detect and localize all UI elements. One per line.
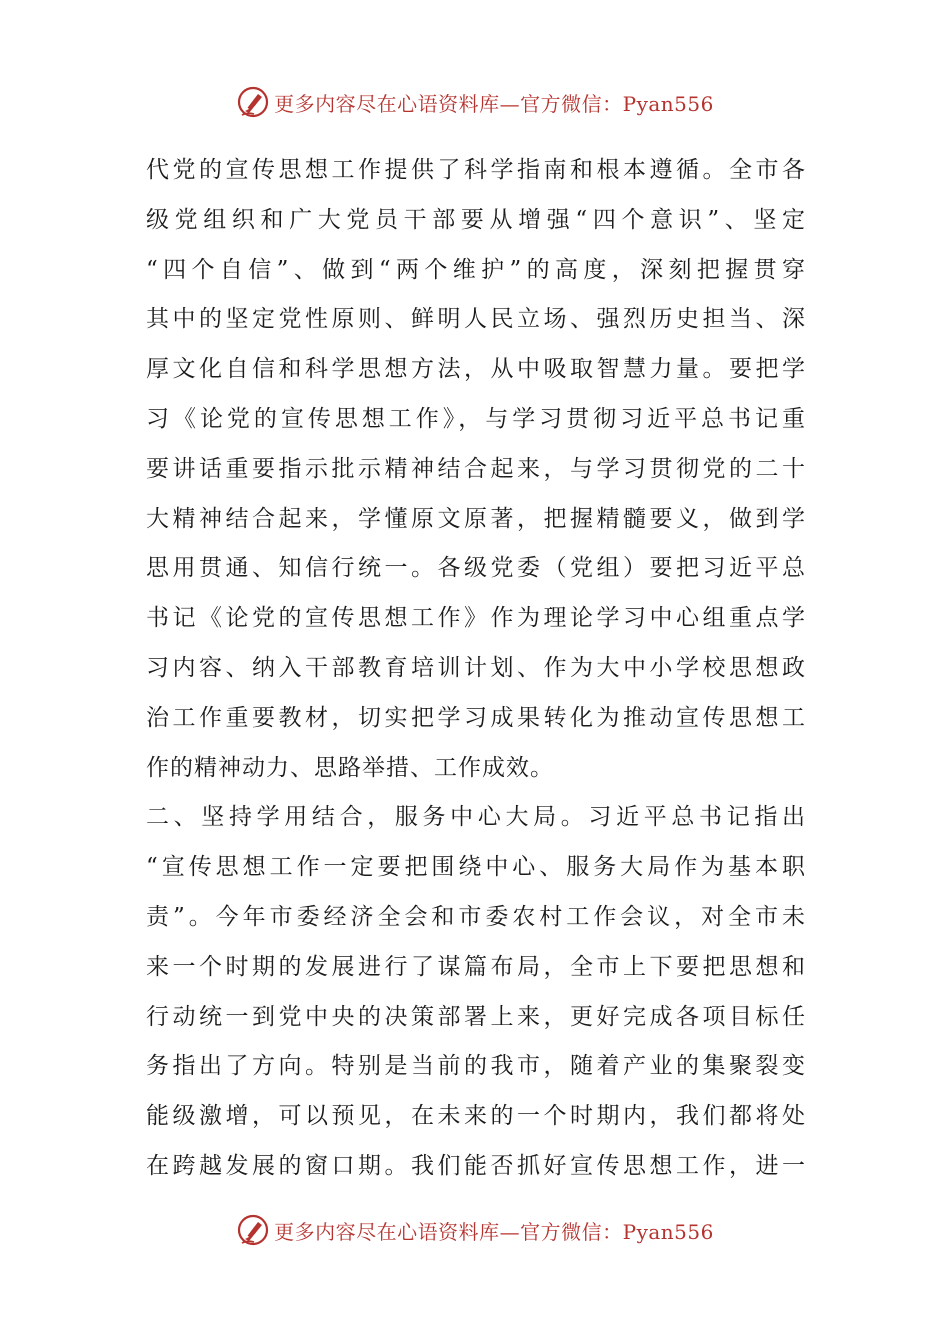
header-watermark (0, 80, 950, 124)
body-line: 书记《论党的宣传思想工作》作为理论学习中心组重点学 (146, 605, 806, 632)
body-line: 其中的坚定党性原则、鲜明人民立场、强烈历史担当、深 (146, 306, 806, 333)
body-line: 务指出了方向。特别是当前的我市，随着产业的集聚裂变 (146, 1053, 806, 1080)
pen-logo-icon (236, 85, 270, 119)
body-line: 二、坚持学用结合，服务中心大局。习近平总书记指出 (146, 804, 806, 831)
body-line: 习内容、纳入干部教育培训计划、作为大中小学校思想政 (146, 654, 806, 681)
body-line: 作的精神动力、思路举措、工作成效。 (146, 754, 554, 781)
pen-logo-icon (236, 1213, 270, 1247)
body-line: 厚文化自信和科学思想方法，从中吸取智慧力量。要把学 (146, 356, 806, 383)
body-line: “四个自信”、做到“两个维护”的高度，深刻把握贯穿 (146, 256, 806, 283)
body-line: 能级激增，可以预见，在未来的一个时期内，我们都将处 (146, 1103, 806, 1130)
body-line: 大精神结合起来，学懂原文原著，把握精髓要义，做到学 (146, 505, 806, 532)
document-body (146, 146, 806, 1192)
footer-watermark (0, 1208, 950, 1252)
body-line: 思用贯通、知信行统一。各级党委（党组）要把习近平总 (146, 555, 806, 582)
watermark-text: 更多内容尽在心语资料库—官方微信：Pyan556 (274, 1219, 714, 1244)
body-line: 行动统一到党中央的决策部署上来，更好完成各项目标任 (146, 1003, 806, 1030)
watermark-text: 更多内容尽在心语资料库—官方微信：Pyan556 (274, 91, 714, 116)
body-line: 级党组织和广大党员干部要从增强“四个意识”、坚定 (146, 206, 806, 233)
body-line: 来一个时期的发展进行了谋篇布局，全市上下要把思想和 (146, 953, 806, 980)
body-line: “宣传思想工作一定要把围绕中心、服务大局作为基本职 (146, 854, 806, 881)
body-line: 治工作重要教材，切实把学习成果转化为推动宣传思想工 (146, 704, 806, 731)
body-line: 责”。今年市委经济全会和市委农村工作会议，对全市未 (146, 903, 806, 930)
body-line: 要讲话重要指示批示精神结合起来，与学习贯彻党的二十 (146, 455, 806, 482)
body-line: 代党的宣传思想工作提供了科学指南和根本遵循。全市各 (146, 157, 806, 183)
body-line: 在跨越发展的窗口期。我们能否抓好宣传思想工作，进一 (146, 1152, 806, 1179)
body-line: 习《论党的宣传思想工作》，与学习贯彻习近平总书记重 (146, 405, 806, 432)
